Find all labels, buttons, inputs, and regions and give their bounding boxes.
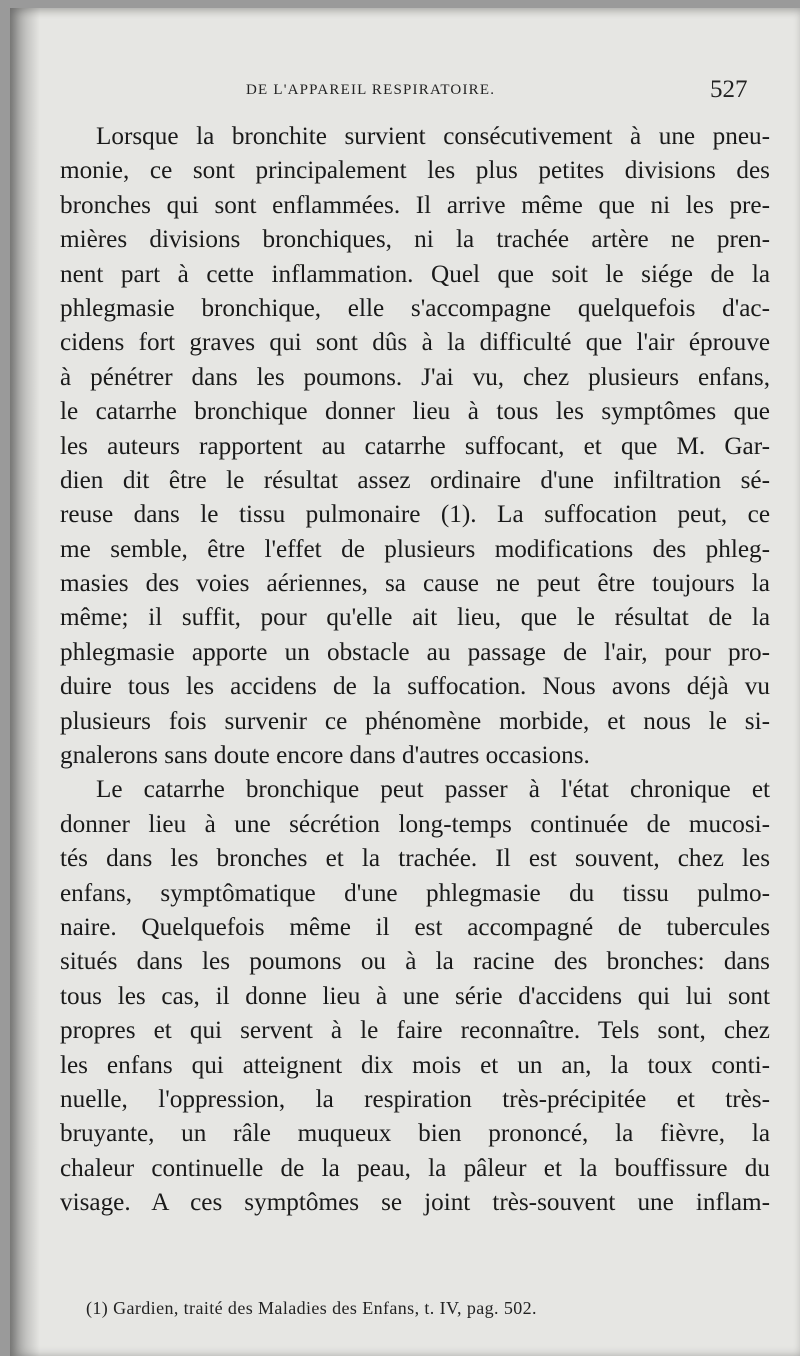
text-line: cidens fort graves qui sont dûs à la difficulté que l'air éprouve	[60, 329, 770, 357]
text-line: gnalerons sans doute encore dans d'autres occasions.	[60, 742, 590, 770]
text-line: tous les cas, il donne lieu à une série d'accidens qui lui sont	[60, 982, 770, 1010]
text-line: tés dans les bronches et la trachée. Il est souvent, chez les	[60, 845, 770, 873]
text-line: Lorsque la bronchite survient consécutivement à une pneu-	[96, 123, 770, 150]
text-line: même; il suffit, pour qu'elle ait lieu, que le résultat de la	[60, 604, 770, 632]
text-line: duire tous les accidens de la suffocation. Nous avons déjà vu	[60, 673, 770, 701]
text-line: nuelle, l'oppression, la respiration très-précipitée et très-	[60, 1085, 770, 1113]
running-title: DE L'APPAREIL RESPIRATOIRE.	[246, 82, 496, 98]
text-line: bronches qui sont enflammées. Il arrive même que ni les pre-	[60, 191, 770, 219]
text-line: phlegmasie apporte un obstacle au passage de l'air, pour pro-	[60, 638, 770, 666]
text-line: nent part à cette inflammation. Quel que soit le siége de la	[60, 260, 770, 288]
page-number: 527	[710, 76, 748, 103]
footnote: (1) Gardien, traité des Maladies des Enfans, t. IV, pag. 502.	[86, 1298, 537, 1318]
page-header	[10, 76, 800, 116]
text-line: reuse dans le tissu pulmonaire (1). La suffocation peut, ce	[60, 501, 770, 529]
text-line: dien dit être le résultat assez ordinaire d'une infiltration sé-	[60, 466, 770, 494]
text-line: monie, ce sont principalement les plus petites divisions des	[60, 157, 770, 185]
text-line: bruyante, un râle muqueux bien prononcé, la fièvre, la	[60, 1120, 770, 1148]
body-text	[60, 120, 770, 1221]
text-line: situés dans les poumons ou à la racine des bronches: dans	[60, 948, 770, 976]
text-line: enfans, symptômatique d'une phlegmasie du tissu pulmo-	[60, 879, 770, 907]
text-line: phlegmasie bronchique, elle s'accompagne quelquefois d'ac-	[60, 294, 770, 322]
text-line: Le catarrhe bronchique peut passer à l'état chronique et	[96, 776, 770, 804]
text-line: à pénétrer dans les poumons. J'ai vu, chez plusieurs enfans,	[60, 363, 770, 391]
text-line: les enfans qui atteignent dix mois et un an, la toux conti-	[60, 1051, 770, 1079]
text-line: mières divisions bronchiques, ni la trachée artère ne pren-	[60, 226, 770, 254]
text-line: propres et qui servent à le faire reconnaître. Tels sont, chez	[60, 1017, 770, 1045]
text-line: les auteurs rapportent au catarrhe suffocant, et que M. Gar-	[60, 432, 770, 460]
text-line: donner lieu à une sécrétion long-temps continuée de mucosi-	[60, 810, 770, 838]
book-page	[10, 8, 800, 1356]
text-line: me semble, être l'effet de plusieurs modifications des phleg-	[60, 535, 770, 563]
text-line: visage. A ces symptômes se joint très-souvent une inflam-	[60, 1189, 770, 1217]
text-line: naire. Quelquefois même il est accompagné de tubercules	[60, 913, 770, 941]
text-line: masies des voies aériennes, sa cause ne peut être toujours la	[60, 570, 770, 598]
text-line: chaleur continuelle de la peau, la pâleur et la bouffissure du	[60, 1154, 770, 1182]
text-line: le catarrhe bronchique donner lieu à tous les symptômes que	[60, 398, 770, 426]
text-line: plusieurs fois survenir ce phénomène morbide, et nous le si-	[60, 707, 770, 735]
